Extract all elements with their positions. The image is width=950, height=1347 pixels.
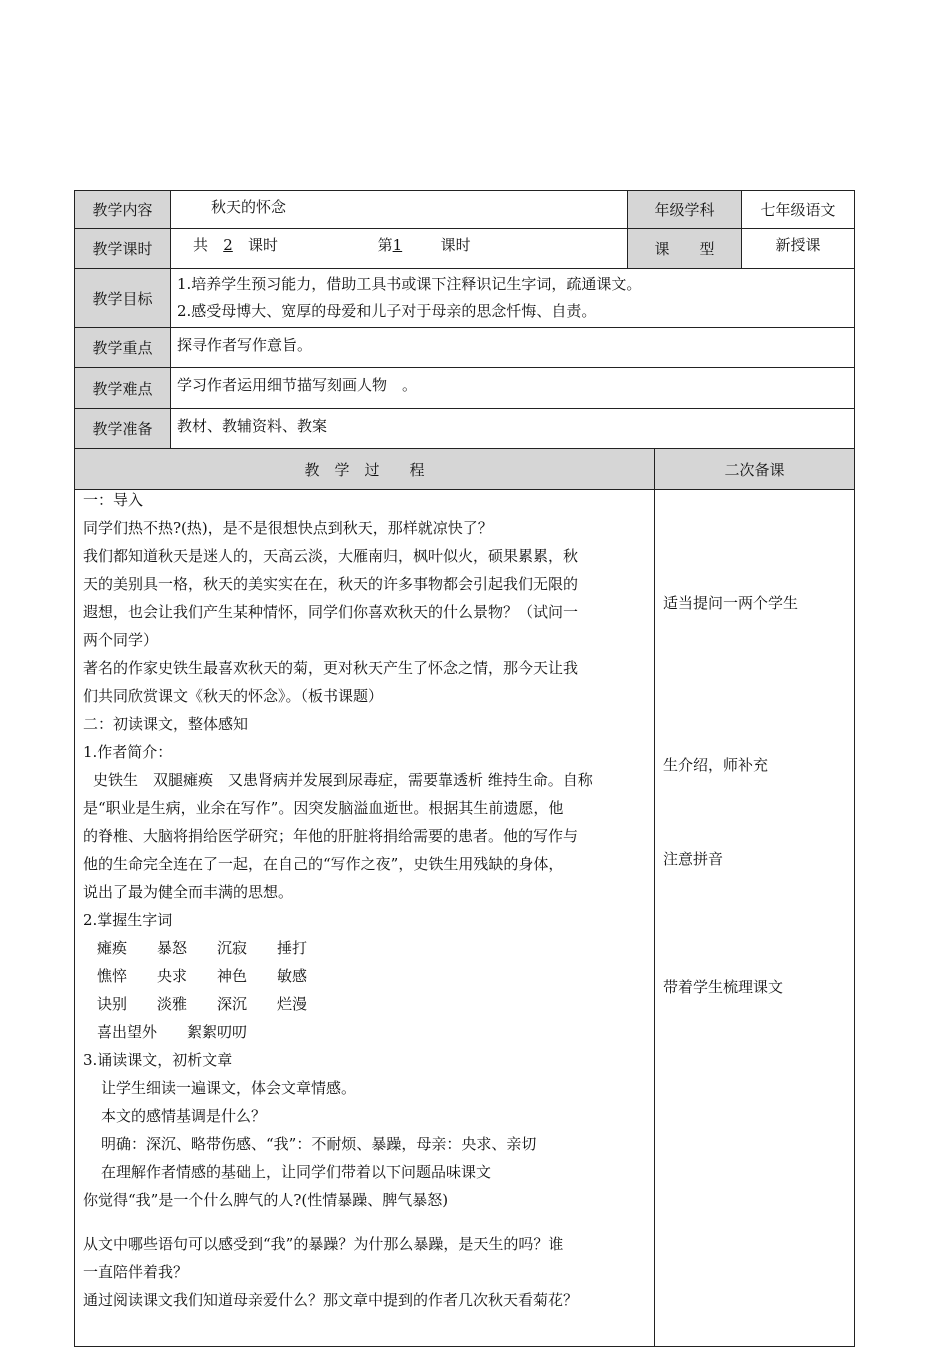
grade-value: 七年级语文: [742, 191, 855, 229]
hours-value: [171, 229, 628, 269]
process-line: 天的美别具一格，秋天的美实实在在，秋天的许多事物都会引起我们无限的: [83, 575, 579, 593]
goal-2: 2.感受母博大、宽厚的母爱和儿子对于母亲的思念忏悔、自责。: [177, 302, 597, 320]
process-line: 二：初读课文，整体感知: [83, 715, 249, 733]
hours-current-suffix: 课时: [440, 236, 471, 254]
process-line: 说出了最为健全而丰满的思想。: [83, 883, 294, 901]
process-line: 你觉得“我”是一个什么脾气的人?(性情暴躁、脾气暴怒): [83, 1191, 449, 1209]
hours-label: 教学课时: [75, 229, 171, 269]
key-value: 探寻作者写作意旨。: [171, 328, 855, 368]
prep-value: 教材、教辅资料、教案: [171, 409, 855, 449]
process-line: 一直陪伴着我？: [83, 1263, 189, 1281]
prep-label: 教学准备: [75, 409, 171, 449]
process-line: 在理解作者情感的基础上，让同学们带着以下问题品味课文: [101, 1163, 492, 1181]
content-value: 秋天的怀念: [171, 191, 628, 229]
hours-current: 1: [392, 236, 403, 254]
process-line: 通过阅读课文我们知道母亲爱什么？那文章中提到的作者几次秋天看菊花？: [83, 1291, 579, 1309]
process-line: 同学们热不热?(热)，是不是很想快点到秋天，那样就凉快了？: [83, 519, 493, 537]
process-line: 本文的感情基调是什么？: [101, 1107, 267, 1125]
process-line: 的脊椎、大脑将捐给医学研究；年他的肝脏将捐给需要的患者。他的写作与: [83, 827, 579, 845]
difficulty-value: 学习作者运用细节描写刻画人物 。: [171, 368, 855, 409]
process-line: 著名的作家史铁生最喜欢秋天的菊，更对秋天产生了怀念之情，那今天让我: [83, 659, 579, 677]
note: 带着学生梳理课文: [663, 978, 784, 996]
hours-total-suffix: 课时: [248, 236, 279, 254]
process-line: 他的生命完全连在了一起，在自己的“写作之夜”，史铁生用残缺的身体，: [83, 855, 564, 873]
process-line: 1.作者简介：: [83, 743, 173, 761]
vocab-line: 诀别 淡雅 深沉 烂漫: [97, 995, 308, 1013]
type-label: 课 型: [628, 229, 742, 269]
key-label: 教学重点: [75, 328, 171, 368]
process-line: 我们都知道秋天是迷人的，天高云淡，大雁南归，枫叶似火，硕果累累，秋: [83, 547, 579, 565]
process-line: 遐想，也会让我们产生某种情怀，同学们你喜欢秋天的什么景物？（试问一: [83, 603, 579, 621]
hours-current-prefix: 第: [377, 236, 393, 254]
goal-1: 1.培养学生预习能力，借助工具书或课下注释识记生字词，疏通课文。: [177, 275, 642, 293]
process-line: 们共同欣赏课文《秋天的怀念》。（板书课题）: [83, 687, 384, 705]
process-line: 是“职业是生病，业余在写作”。因突发脑溢血逝世。根据其生前遗愿，他: [83, 799, 564, 817]
process-line: 史铁生 双腿瘫痪 又患肾病并发展到尿毒症，需要靠透析 维持生命。自称: [93, 771, 593, 789]
note: 注意拼音: [663, 850, 724, 868]
process-line: 3.诵读课文，初析文章: [83, 1051, 233, 1069]
grade-label: 年级学科: [628, 191, 742, 229]
difficulty-label: 教学难点: [75, 368, 171, 409]
side-title: 二次备课: [655, 449, 855, 490]
content-label: 教学内容: [75, 191, 171, 229]
note: 适当提问一两个学生: [663, 594, 799, 612]
process-body: [75, 490, 655, 1347]
lesson-info-table: [74, 190, 855, 449]
type-value: 新授课: [742, 229, 855, 269]
process-line: 两个同学）: [83, 631, 159, 649]
hours-total: 2: [223, 236, 233, 254]
process-line: 2.掌握生字词: [83, 911, 173, 929]
goal-label: 教学目标: [75, 269, 171, 328]
process-line: 从文中哪些语句可以感受到“我”的暴躁？为什那么暴躁，是天生的吗？谁: [83, 1235, 564, 1253]
note: 生介绍，师补充: [663, 756, 769, 774]
vocab-line: 喜出望外 絮絮叨叨: [97, 1023, 248, 1041]
process-line: 让学生细读一遍课文，体会文章情感。: [101, 1079, 357, 1097]
process-table: [74, 448, 855, 1347]
process-line: 一：导入: [83, 491, 144, 509]
process-title: 教 学 过 程: [75, 449, 655, 490]
hours-total-prefix: 共: [193, 236, 209, 254]
vocab-line: 瘫痪 暴怒 沉寂 捶打: [97, 939, 308, 957]
vocab-line: 憔悴 央求 神色 敏感: [97, 967, 308, 985]
process-notes: [655, 490, 855, 1347]
goal-value: [171, 269, 855, 328]
process-line: 明确：深沉、略带伤感、“我”：不耐烦、暴躁，母亲：央求、亲切: [101, 1135, 537, 1153]
